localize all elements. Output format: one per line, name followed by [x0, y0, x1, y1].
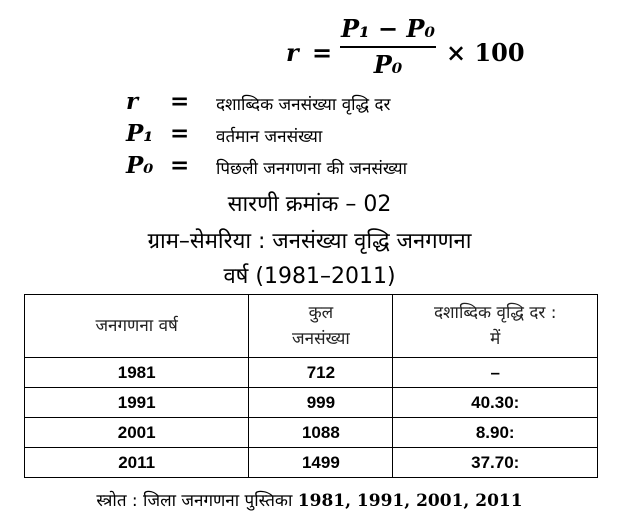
- table-row: [25, 418, 598, 448]
- definition-text: दशाब्दिक जनसंख्या वृद्धि दर: [216, 95, 391, 115]
- source-years: 1981, 1991, 2001, 2011: [297, 491, 523, 511]
- table-row: [25, 388, 598, 418]
- source-note: [0, 488, 619, 511]
- growth-rate-formula: [286, 12, 526, 82]
- formula-lhs: r: [286, 38, 299, 67]
- population-table: [24, 294, 598, 478]
- table-period: वर्ष (1981–2011): [223, 264, 396, 289]
- definition-p1: [126, 120, 546, 150]
- formula-fraction: [340, 14, 436, 80]
- header-census-year: जनगणना वर्ष: [25, 295, 249, 358]
- table-row: [25, 358, 598, 388]
- cell-growth-rate: 8.90:: [393, 418, 598, 448]
- definition-text: वर्तमान जनसंख्या: [216, 127, 323, 147]
- definition-symbol: r: [126, 88, 139, 115]
- cell-population: 999: [249, 388, 393, 418]
- formula-denominator: P₀: [373, 50, 403, 79]
- cell-population: 1499: [249, 448, 393, 478]
- cell-population: 712: [249, 358, 393, 388]
- header-decadal-growth-rate: दशाब्दिक वृद्धि दर : में: [393, 295, 598, 358]
- definition-equals: =: [170, 152, 190, 179]
- definition-symbol: P₁: [126, 120, 154, 147]
- cell-growth-rate: –: [393, 358, 598, 388]
- table-title: ग्राम–सेमरिया : जनसंख्या वृद्धि जनगणना: [147, 229, 472, 254]
- definition-symbol: P₀: [126, 152, 154, 179]
- cell-year: 1981: [25, 358, 249, 388]
- formula-numerator: P₁ − P₀: [341, 14, 435, 43]
- definition-equals: =: [170, 120, 190, 147]
- table-row: [25, 448, 598, 478]
- source-label: स्त्रोत : जिला जनगणना पुस्तिका: [96, 491, 293, 511]
- cell-year: 1991: [25, 388, 249, 418]
- definition-equals: =: [170, 88, 190, 115]
- definition-text: पिछली जनगणना की जनसंख्या: [216, 159, 408, 179]
- table-number: सारणी क्रमांक – 02: [227, 192, 392, 217]
- header-total-population: कुल जनसंख्या: [249, 295, 393, 358]
- formula-multiplier: × 100: [446, 38, 525, 67]
- definition-p0: [126, 152, 546, 182]
- cell-growth-rate: 37.70:: [393, 448, 598, 478]
- table-header-row: [25, 295, 598, 358]
- cell-growth-rate: 40.30:: [393, 388, 598, 418]
- cell-year: 2001: [25, 418, 249, 448]
- formula-equals: =: [312, 38, 333, 67]
- fraction-bar: [340, 46, 436, 48]
- definition-r: [126, 88, 546, 118]
- cell-population: 1088: [249, 418, 393, 448]
- cell-year: 2011: [25, 448, 249, 478]
